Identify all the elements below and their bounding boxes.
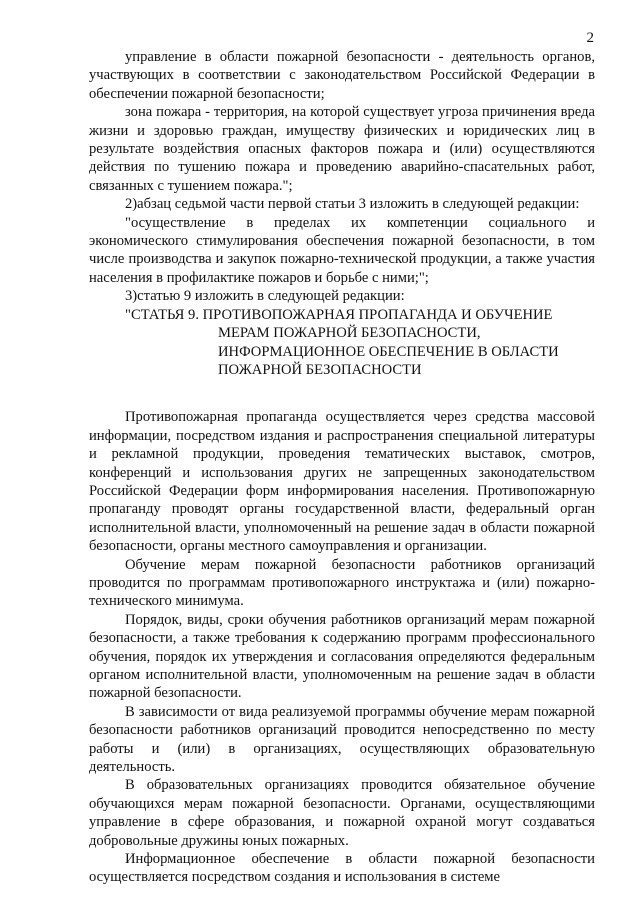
- article-heading-line: ИНФОРМАЦИОННОЕ ОБЕСПЕЧЕНИЕ В ОБЛАСТИ: [218, 343, 559, 360]
- paragraph: управление в области пожарной безопасности - деятельность органов, участвующих в соответствии с законодательством Российской Федерации в обеспечении пожарной безопасности;: [89, 49, 595, 102]
- article-heading-line: "СТАТЬЯ 9. ПРОТИВОПОЖАРНАЯ ПРОПАГАНДА И ОБУЧЕНИЕ: [125, 306, 553, 323]
- paragraph: В образовательных организациях проводится обязательное обучение обучающихся мерам пожарной безопасности. Органами, осуществляющими управление в сфере образования, и пожарной охраной могут создаваться добровольные дружины юных пожарных.: [89, 777, 595, 849]
- article-heading: [89, 306, 595, 380]
- document-body: [89, 48, 595, 887]
- paragraph: "осуществление в пределах их компетенции социального и экономического стимулирования обеспечения пожарной безопасности, в том числе производства и закупок пожарно-технической продукции, а также участия населения в профилактике пожаров и борьбе с ними;";: [89, 214, 595, 286]
- paragraph: зона пожара - территория, на которой существует угроза причинения вреда жизни и здоровью граждан, имуществу физических и юридических лиц в результате воздействия опасных факторов пожара и (или) осуществляются действия по тушению пожара и проведению аварийно-спасательных работ, связанных с тушением пожара.";: [89, 104, 595, 194]
- paragraph: Обучение мерам пожарной безопасности работников организаций проводится по программам противопожарного инструктажа и (или) пожарно-технического минимума.: [89, 556, 595, 610]
- paragraph: В зависимости от вида реализуемой программы обучение мерам пожарной безопасности работников организаций проводится непосредственно по месту работы и (или) в организациях, осуществляющих образовательную деятельность.: [89, 703, 595, 776]
- paragraph: 3)статью 9 изложить в следующей редакции:: [125, 288, 405, 305]
- paragraph: Порядок, виды, сроки обучения работников организаций мерам пожарной безопасности, а также требования к содержанию программ профессионального обучения, порядок их утверждения и согласования определяются федеральным органом исполнительной власти, уполномоченным на решение задач в области пожарной безопасности.: [89, 611, 595, 702]
- page-number: 2: [586, 30, 594, 46]
- article-heading-line: ПОЖАРНОЙ БЕЗОПАСНОСТИ: [218, 361, 422, 378]
- article-heading-line: МЕРАМ ПОЖАРНОЙ БЕЗОПАСНОСТИ,: [218, 325, 481, 342]
- paragraph: Противопожарная пропаганда осуществляется через средства массовой информации, посредством издания и распространения специальной литературы и рекламной продукции, проведения тематических выставок, смотров, конференций и использования других не запрещенных законодательством Российской Федерации форм информирования населения. Противопожарную пропаганду проводят органы государственной власти, федеральный орган исполнительной власти, уполномоченный на решение задач в области пожарной безопасности, органы местного самоуправления и организации.: [89, 409, 595, 555]
- paragraph: Информационное обеспечение в области пожарной безопасности осуществляется посредством создания и использования в системе: [89, 851, 595, 886]
- paragraph: 2)абзац седьмой части первой статьи 3 изложить в следующей редакции:: [125, 196, 580, 213]
